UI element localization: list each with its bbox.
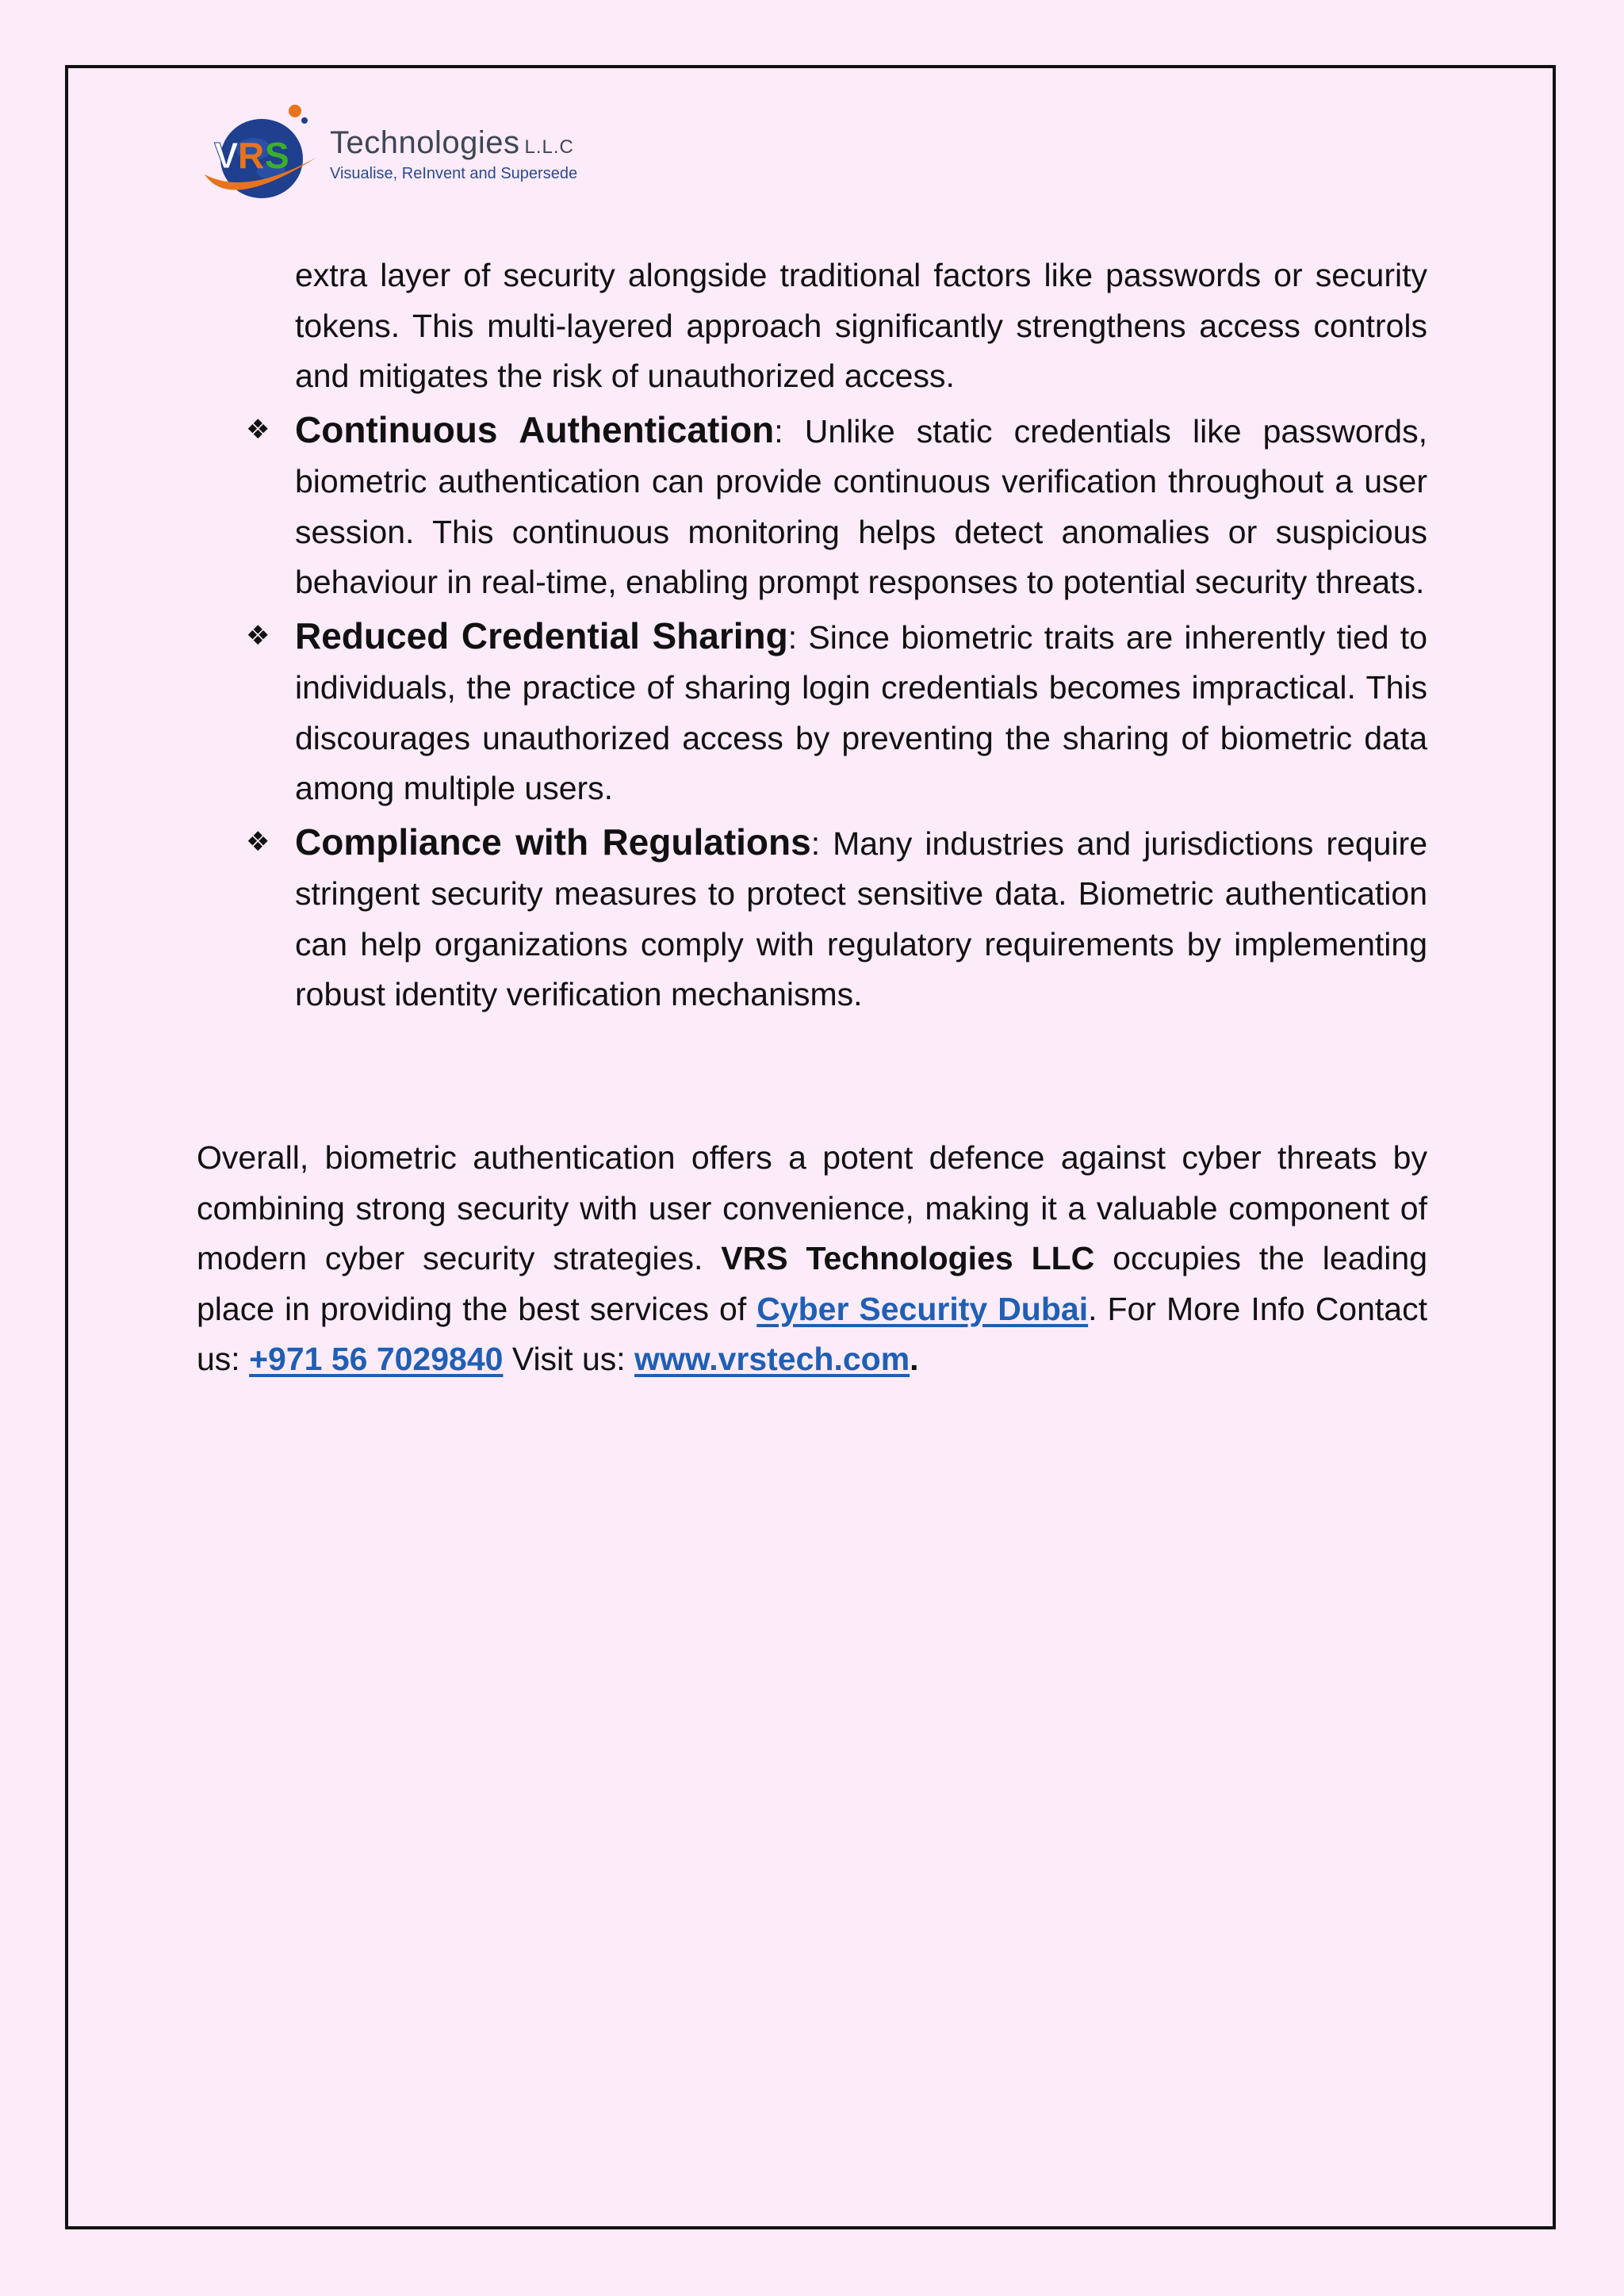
benefits-section bbox=[246, 251, 1428, 1024]
bullet-title: Reduced Credential Sharing bbox=[295, 614, 788, 656]
company-name: VRS Technologies LLC bbox=[721, 1240, 1095, 1276]
bullet-text: : Since biometric traits are inherently tied to individuals, the practice of sharing login credentials becomes impractical. This discourages unauthorized access by preventing the sharing of biometric data among multiple users. bbox=[295, 618, 1428, 806]
conclusion-text: Overall, biometric authentication offers a potent defence against cyber threats by combining strong security with user convenience, making it a valuable component of modern cyber security strategies. bbox=[197, 1139, 1427, 1276]
conclusion-paragraph bbox=[197, 1133, 1427, 1385]
diamond-bullet-icon: ❖ bbox=[246, 414, 270, 445]
conclusion-text: . For More Info Contact us: bbox=[197, 1290, 1427, 1377]
bullet-compliance-with-regulations bbox=[246, 817, 1428, 1020]
bullet-reduced-credential-sharing bbox=[246, 611, 1428, 814]
intro-continuation: extra layer of security alongside traditional factors like passwords or security tokens. This multi-layered approach significantly strengthens access controls and mitigates the risk of unauthorized access. bbox=[295, 257, 1427, 394]
logo-company-name bbox=[330, 125, 574, 161]
svg-text:R: R bbox=[238, 135, 265, 176]
company-logo bbox=[198, 101, 603, 209]
diamond-bullet-icon: ❖ bbox=[246, 826, 270, 857]
bullet-title: Continuous Authentication bbox=[295, 408, 775, 450]
logo-company-word: Technologies bbox=[330, 125, 520, 160]
conclusion-text: occupies the leading place in providing the best services of bbox=[197, 1240, 1428, 1327]
website-link[interactable]: www.vrstech.com bbox=[634, 1341, 910, 1377]
bullet-continuous-authentication bbox=[246, 405, 1427, 608]
logo-llc-suffix: L.L.C bbox=[524, 136, 574, 158]
cyber-security-dubai-link[interactable]: Cyber Security Dubai bbox=[756, 1290, 1089, 1327]
svg-text:V: V bbox=[214, 135, 239, 176]
logo-tagline: Visualise, ReInvent and Supersede bbox=[330, 165, 578, 182]
bullet-title: Compliance with Regulations bbox=[295, 821, 811, 863]
bullet-text: : Many industries and jurisdictions require stringent security measures to protect sensitive data. Biometric authentication can help organizations comply with regulatory requirements by implementing robust identity verification mechanisms. bbox=[295, 825, 1428, 1012]
conclusion-text: Visit us: bbox=[503, 1341, 635, 1377]
vrs-globe-icon bbox=[198, 101, 325, 209]
bullet-text: : Unlike static credentials like passwords, biometric authentication can provide continuous verification throughout a user session. This continuous monitoring helps detect anomalies or suspicious behaviour in real-time, enabling prompt responses to potential security threats. bbox=[295, 412, 1427, 600]
conclusion-period: . bbox=[910, 1341, 919, 1377]
phone-link[interactable]: +971 56 7029840 bbox=[249, 1341, 504, 1377]
svg-text:S: S bbox=[265, 135, 289, 176]
diamond-bullet-icon: ❖ bbox=[246, 620, 270, 651]
